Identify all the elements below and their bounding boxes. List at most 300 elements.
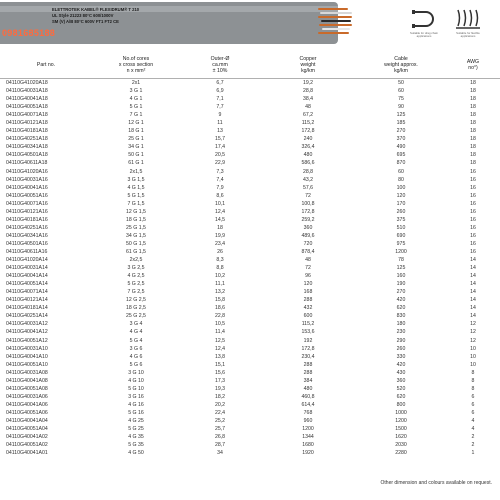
- cell-cable-weight: 420: [396, 361, 406, 368]
- cell-part-no: 04110G40031A12: [6, 321, 48, 328]
- cell-cores: 5 G 1: [129, 104, 143, 111]
- cell-copper-weight: 192: [303, 337, 313, 344]
- cell-cores: 12 G 1,5: [126, 208, 146, 215]
- cell-copper-weight: 48: [305, 104, 311, 111]
- cell-copper-weight: 43,2: [302, 176, 314, 183]
- cell-part-no: 04110G40031A08: [6, 369, 48, 376]
- column-header-outer-diameter: Outer-Ø ca.mm ± 10%: [180, 52, 260, 79]
- cell-cores: 4 G 4: [129, 329, 143, 336]
- cell-awg: 16: [470, 168, 476, 175]
- table-row: [0, 168, 500, 176]
- cell-awg: 18: [470, 144, 476, 151]
- cell-outer-diameter: 9: [218, 112, 222, 119]
- drag-chain-icon: [410, 6, 438, 30]
- cell-outer-diameter: 14,5: [214, 216, 226, 223]
- cell-part-no: 04110G40181A16: [6, 216, 48, 223]
- cell-cores: 2x1,5: [129, 168, 143, 175]
- table-row: [0, 304, 500, 312]
- cell-copper-weight: 172,8: [301, 208, 315, 215]
- cell-copper-weight: 72: [305, 192, 311, 199]
- table-row: [0, 111, 500, 119]
- cell-cable-weight: 690: [396, 232, 406, 239]
- cell-part-no: 04110G40051A16: [6, 192, 48, 199]
- cell-outer-diameter: 11,1: [215, 281, 225, 288]
- specification-table-container: [0, 52, 500, 457]
- table-row: [0, 87, 500, 95]
- cell-awg: 16: [470, 208, 476, 215]
- cell-copper-weight: 172,8: [301, 128, 315, 135]
- cell-cable-weight: 260: [396, 345, 406, 352]
- cell-copper-weight: 480: [303, 152, 313, 159]
- cell-outer-diameter: 25,2: [214, 417, 226, 424]
- cell-outer-diameter: 7,9: [216, 184, 224, 191]
- cell-outer-diameter: 23,4: [214, 240, 226, 247]
- cell-part-no: 04110G40071A18: [6, 112, 48, 119]
- cell-cores: 18 G 1: [128, 128, 144, 135]
- cell-cores: 5 G 2,5: [127, 281, 145, 288]
- cell-copper-weight: 360: [303, 224, 313, 231]
- cell-cores: 4 G 16: [128, 401, 144, 408]
- cell-cable-weight: 1620: [395, 434, 407, 441]
- cell-outer-diameter: 17,4: [214, 144, 226, 151]
- cell-cable-weight: 60: [398, 88, 404, 95]
- cell-copper-weight: 96: [305, 273, 311, 280]
- cell-cores: 4 G 1: [129, 96, 143, 103]
- cell-cable-weight: 1200: [395, 417, 407, 424]
- cell-cores: 5 G 25: [128, 426, 144, 433]
- cell-awg: 12: [470, 337, 476, 344]
- cell-cable-weight: 90: [398, 104, 404, 111]
- cell-copper-weight: 480: [303, 385, 313, 392]
- cell-copper-weight: 1680: [302, 442, 314, 449]
- cell-awg: 12: [470, 321, 476, 328]
- table-row: [0, 353, 500, 361]
- cell-awg: 4: [471, 417, 475, 424]
- cell-awg: 14: [470, 281, 476, 288]
- cell-copper-weight: 72: [305, 265, 311, 272]
- cell-cores: 34 G 1: [128, 144, 144, 151]
- cell-awg: 2: [471, 434, 475, 441]
- table-header-row: [0, 52, 500, 79]
- cell-cores: 18 G 2,5: [126, 305, 146, 312]
- cell-part-no: 04110G40181A18: [6, 128, 48, 135]
- cell-cable-weight: 1500: [395, 426, 407, 433]
- cell-outer-diameter: 7,1: [216, 96, 224, 103]
- cell-awg: 16: [470, 248, 476, 255]
- cell-outer-diameter: 10,5: [214, 321, 226, 328]
- cell-awg: 18: [470, 160, 476, 167]
- cell-awg: 14: [470, 313, 476, 320]
- cell-awg: 16: [470, 224, 476, 231]
- cell-cores: 50 G 1: [128, 152, 144, 159]
- cell-outer-diameter: 22,4: [214, 409, 226, 416]
- cell-awg: 4: [471, 426, 475, 433]
- cell-cable-weight: 620: [396, 305, 406, 312]
- cell-copper-weight: 67,2: [302, 112, 314, 119]
- column-header-awg: AWG no°): [446, 52, 500, 79]
- cell-outer-diameter: 17,3: [214, 377, 226, 384]
- cell-cores: 25 G 1,5: [126, 224, 146, 231]
- cell-outer-diameter: 18,2: [214, 393, 226, 400]
- cell-awg: 8: [471, 377, 475, 384]
- table-row: [0, 200, 500, 208]
- cell-outer-diameter: 28,7: [214, 442, 226, 449]
- cell-part-no: 04110G40181A14: [6, 305, 48, 312]
- cell-copper-weight: 384: [303, 377, 313, 384]
- cell-cable-weight: 120: [396, 192, 406, 199]
- cell-outer-diameter: 12,5: [214, 337, 226, 344]
- cell-copper-weight: 115,2: [301, 321, 315, 328]
- cell-cores: 3 G 1: [129, 88, 143, 95]
- table-row: [0, 337, 500, 345]
- cell-cable-weight: 975: [396, 240, 406, 247]
- cell-outer-diameter: 26,8: [214, 434, 226, 441]
- table-row: [0, 256, 500, 264]
- table-row: [0, 272, 500, 280]
- cell-part-no: 04110G40031A06: [6, 393, 48, 400]
- cell-awg: 10: [470, 353, 476, 360]
- cell-part-no: 04110G40051A12: [6, 337, 48, 344]
- cell-copper-weight: 878,4: [301, 248, 315, 255]
- cell-part-no: 04110G40501A16: [6, 240, 48, 247]
- cell-part-no: 04110G40041A18: [6, 96, 48, 103]
- cell-cable-weight: 50: [398, 80, 404, 86]
- cell-cable-weight: 695: [396, 152, 406, 159]
- table-row: [0, 441, 500, 449]
- cell-cores: 18 G 1,5: [126, 216, 146, 223]
- cell-part-no: 04110G40051A02: [6, 442, 48, 449]
- cell-awg: 1: [471, 450, 475, 457]
- cell-cores: 12 G 1: [128, 120, 144, 127]
- cell-awg: 16: [470, 232, 476, 239]
- cell-outer-diameter: 11,4: [215, 329, 225, 336]
- cell-copper-weight: 153,6: [301, 329, 315, 336]
- table-row: [0, 264, 500, 272]
- table-row: [0, 103, 500, 111]
- cell-copper-weight: 115,2: [301, 120, 315, 127]
- cell-awg: 6: [471, 409, 475, 416]
- cell-part-no: 04110G40251A16: [6, 224, 48, 231]
- cell-part-no: 04110G40051A06: [6, 409, 48, 416]
- table-row: [0, 369, 500, 377]
- table-row: [0, 240, 500, 248]
- cell-part-no: 04110G40051A10: [6, 361, 48, 368]
- cell-cores: 5 G 35: [128, 442, 144, 449]
- cell-copper-weight: 28,8: [302, 88, 314, 95]
- cell-awg: 6: [471, 393, 475, 400]
- cell-cores: 61 G 1,5: [126, 248, 146, 255]
- cell-awg: 14: [470, 297, 476, 304]
- cell-part-no: 04110G40041A08: [6, 377, 48, 384]
- cell-awg: 18: [470, 80, 476, 86]
- table-row: [0, 377, 500, 385]
- cell-awg: 18: [470, 88, 476, 95]
- cell-outer-diameter: 15,1: [214, 361, 226, 368]
- cell-copper-weight: 288: [303, 361, 313, 368]
- cell-awg: 10: [470, 361, 476, 368]
- cell-cable-weight: 290: [396, 337, 406, 344]
- cell-copper-weight: 720: [303, 240, 313, 247]
- cell-awg: 16: [470, 176, 476, 183]
- cell-cable-weight: 125: [396, 265, 406, 272]
- column-header-part-no: Part no.: [0, 52, 92, 79]
- cell-outer-diameter: 10,1: [214, 200, 226, 207]
- cell-cable-weight: 490: [396, 144, 406, 151]
- watermark-phone: 0981685188: [2, 28, 56, 38]
- table-row: [0, 248, 500, 256]
- cell-awg: 2: [471, 442, 475, 449]
- cell-part-no: 04110G40501A18: [6, 152, 48, 159]
- cell-cores: 4 G 10: [128, 377, 144, 384]
- cell-cable-weight: 620: [396, 393, 406, 400]
- cell-copper-weight: 1344: [302, 434, 314, 441]
- table-row: [0, 449, 500, 457]
- cell-cores: 2x2,5: [129, 257, 143, 264]
- cell-part-no: 04110G40041A14: [6, 273, 48, 280]
- cell-cores: 50 G 1,5: [126, 240, 146, 247]
- table-row: [0, 312, 500, 320]
- cell-cores: 7 G 1,5: [127, 200, 145, 207]
- cell-part-no: 04110G41020A14: [6, 257, 48, 264]
- cell-copper-weight: 614,4: [301, 401, 315, 408]
- table-row: [0, 192, 500, 200]
- cell-cable-weight: 330: [396, 353, 406, 360]
- cell-cable-weight: 800: [396, 401, 406, 408]
- cell-cores: 4 G 6: [129, 353, 143, 360]
- cell-cable-weight: 170: [396, 200, 406, 207]
- cell-outer-diameter: 11: [217, 120, 223, 127]
- table-row: [0, 143, 500, 151]
- product-header: [0, 0, 500, 52]
- cell-awg: 8: [471, 369, 475, 376]
- table-row: [0, 151, 500, 159]
- cell-cores: 4 G 2,5: [127, 273, 145, 280]
- cell-cores: 5 G 1,5: [127, 192, 145, 199]
- cell-part-no: 04110G41020A18: [6, 80, 48, 86]
- cell-copper-weight: 1920: [302, 450, 314, 457]
- column-header-copper-weight: Copper weight kg/km: [260, 52, 356, 79]
- cell-part-no: 04110G40031A14: [6, 265, 48, 272]
- cell-awg: 18: [470, 104, 476, 111]
- cell-outer-diameter: 18: [217, 224, 223, 231]
- cell-part-no: 04110G40041A16: [6, 184, 48, 191]
- cell-copper-weight: 600: [303, 313, 313, 320]
- cell-part-no: 04110G40041A04: [6, 417, 48, 424]
- cell-copper-weight: 460,8: [301, 393, 315, 400]
- cell-cores: 34 G 1,5: [126, 232, 146, 239]
- cell-outer-diameter: 20,2: [214, 401, 226, 408]
- drag-chain-caption: Suitable for drag chain applications: [410, 31, 438, 39]
- cell-cable-weight: 520: [396, 385, 406, 392]
- table-row: [0, 224, 500, 232]
- cell-copper-weight: 489,6: [301, 232, 315, 239]
- cell-cable-weight: 185: [396, 120, 406, 127]
- cell-part-no: 04110G40121A18: [6, 120, 48, 127]
- cell-cores: 5 G 6: [129, 361, 143, 368]
- cell-cable-weight: 1200: [395, 248, 407, 255]
- cell-outer-diameter: 7,7: [216, 104, 224, 111]
- cell-copper-weight: 230,4: [301, 353, 315, 360]
- cell-copper-weight: 48: [305, 257, 311, 264]
- cell-copper-weight: 586,6: [301, 160, 315, 167]
- cell-outer-diameter: 20,5: [214, 152, 226, 159]
- table-row: [0, 119, 500, 127]
- cell-copper-weight: 288: [303, 297, 313, 304]
- cell-part-no: 04110G40031A16: [6, 176, 48, 183]
- column-header-cores: No.of cores x cross section n x mm²: [92, 52, 180, 79]
- cell-outer-diameter: 7,4: [216, 176, 224, 183]
- cell-outer-diameter: 18,6: [214, 305, 226, 312]
- cell-cores: 2x1: [131, 80, 141, 86]
- cell-part-no: 04110G40051A08: [6, 385, 48, 392]
- cell-cable-weight: 125: [396, 112, 406, 119]
- table-row: [0, 79, 500, 88]
- cell-cable-weight: 260: [396, 208, 406, 215]
- cell-copper-weight: 768: [303, 409, 313, 416]
- cell-cores: 3 G 4: [129, 321, 143, 328]
- cell-part-no: 04110G40121A14: [6, 297, 48, 304]
- table-row: [0, 127, 500, 135]
- cell-copper-weight: 172,8: [301, 345, 315, 352]
- cell-cores: 4 G 50: [128, 450, 144, 457]
- table-row: [0, 288, 500, 296]
- cell-awg: 6: [471, 401, 475, 408]
- table-row: [0, 280, 500, 288]
- cell-copper-weight: 28,8: [302, 168, 314, 175]
- cell-cable-weight: 870: [396, 160, 406, 167]
- cell-part-no: 04110G40611A16: [6, 248, 48, 255]
- flexible-cable-icon: [454, 6, 482, 30]
- cell-outer-diameter: 25,7: [214, 426, 226, 433]
- cell-cores: 61 G 1: [128, 160, 144, 167]
- cell-cable-weight: 360: [396, 377, 406, 384]
- cell-cable-weight: 2280: [395, 450, 407, 457]
- cell-cable-weight: 2030: [395, 442, 407, 449]
- cell-cable-weight: 270: [396, 128, 406, 135]
- cell-cores: 3 G 1,5: [127, 176, 145, 183]
- cell-cable-weight: 830: [396, 313, 406, 320]
- cell-outer-diameter: 13: [217, 128, 223, 135]
- cell-awg: 14: [470, 289, 476, 296]
- cell-copper-weight: 120: [303, 281, 313, 288]
- cell-outer-diameter: 8,3: [216, 257, 224, 264]
- cell-cores: 5 G 10: [128, 385, 144, 392]
- cell-cable-weight: 160: [396, 273, 406, 280]
- cell-copper-weight: 326,4: [301, 144, 315, 151]
- cell-outer-diameter: 15,8: [214, 297, 226, 304]
- cell-awg: 16: [470, 240, 476, 247]
- cell-awg: 8: [471, 385, 475, 392]
- cell-part-no: 04110G40041A06: [6, 401, 48, 408]
- cell-cable-weight: 190: [396, 281, 406, 288]
- table-row: [0, 433, 500, 441]
- cell-outer-diameter: 7,3: [216, 168, 224, 175]
- table-row: [0, 361, 500, 369]
- cell-outer-diameter: 8,8: [216, 265, 224, 272]
- cell-outer-diameter: 12,4: [214, 208, 226, 215]
- cable-cores-icon: [318, 6, 354, 36]
- cell-part-no: 04110G41020A16: [6, 168, 48, 175]
- cell-awg: 14: [470, 305, 476, 312]
- cell-awg: 16: [470, 184, 476, 191]
- cell-awg: 18: [470, 96, 476, 103]
- specification-table: [0, 52, 500, 457]
- table-row: [0, 328, 500, 336]
- cell-awg: 14: [470, 257, 476, 264]
- cell-awg: 18: [470, 136, 476, 143]
- cell-awg: 18: [470, 120, 476, 127]
- cell-part-no: 04110G40251A14: [6, 313, 48, 320]
- cell-cable-weight: 510: [396, 224, 406, 231]
- cell-part-no: 04110G40051A04: [6, 426, 48, 433]
- table-row: [0, 208, 500, 216]
- cell-cable-weight: 370: [396, 136, 406, 143]
- table-row: [0, 296, 500, 304]
- cell-outer-diameter: 13,8: [214, 353, 226, 360]
- cell-copper-weight: 1200: [302, 426, 314, 433]
- cell-outer-diameter: 15,7: [214, 136, 226, 143]
- cell-cable-weight: 420: [396, 297, 406, 304]
- cell-cores: 25 G 1: [128, 136, 144, 143]
- cell-cores: 12 G 2,5: [126, 297, 146, 304]
- cable-stripe: [0, 6, 338, 12]
- cell-copper-weight: 432: [303, 305, 313, 312]
- cell-copper-weight: 259,2: [301, 216, 315, 223]
- cell-part-no: 04110G40041A12: [6, 329, 48, 336]
- cell-part-no: 04110G40041A10: [6, 353, 48, 360]
- cell-cable-weight: 430: [396, 369, 406, 376]
- cell-cores: 7 G 1: [129, 112, 143, 119]
- cell-awg: 18: [470, 128, 476, 135]
- table-row: [0, 159, 500, 167]
- cell-cable-weight: 1000: [395, 409, 407, 416]
- cell-copper-weight: 57,6: [302, 184, 314, 191]
- cell-outer-diameter: 26: [217, 248, 223, 255]
- table-row: [0, 401, 500, 409]
- cell-cores: 3 G 2,5: [127, 265, 145, 272]
- cell-cable-weight: 375: [396, 216, 406, 223]
- cell-cores: 3 G 6: [129, 345, 143, 352]
- cell-cable-weight: 78: [398, 257, 404, 264]
- cell-outer-diameter: 34: [217, 450, 223, 457]
- cell-outer-diameter: 19,9: [214, 232, 226, 239]
- cell-cores: 4 G 35: [128, 434, 144, 441]
- cell-outer-diameter: 19,3: [214, 385, 226, 392]
- cell-cable-weight: 60: [398, 168, 404, 175]
- table-row: [0, 345, 500, 353]
- cell-cable-weight: 80: [398, 176, 404, 183]
- cell-cores: 25 G 2,5: [126, 313, 146, 320]
- cell-part-no: 04110G40031A10: [6, 345, 48, 352]
- table-row: [0, 216, 500, 224]
- cell-copper-weight: 288: [303, 369, 313, 376]
- table-row: [0, 95, 500, 103]
- flexible-cable-caption: Suitable for flexible applications: [456, 31, 480, 39]
- table-row: [0, 320, 500, 328]
- cable-print-line-3: SM (V) A/B 80°C 600V FT1 FT2 CE: [52, 19, 119, 24]
- cell-awg: 18: [470, 112, 476, 119]
- cell-part-no: 04110G40031A18: [6, 88, 48, 95]
- cell-part-no: 04110G40121A16: [6, 208, 48, 215]
- cell-part-no: 04110G40041A01: [6, 450, 48, 457]
- cell-outer-diameter: 15,6: [214, 369, 226, 376]
- cable-print-line-2: UL Style 21223 80°C 600/1000V: [52, 13, 114, 18]
- cell-part-no: 04110G40251A18: [6, 136, 48, 143]
- cell-cable-weight: 75: [398, 96, 404, 103]
- cell-cores: 3 G 16: [128, 393, 144, 400]
- cell-awg: 16: [470, 200, 476, 207]
- cell-outer-diameter: 22,9: [214, 160, 226, 167]
